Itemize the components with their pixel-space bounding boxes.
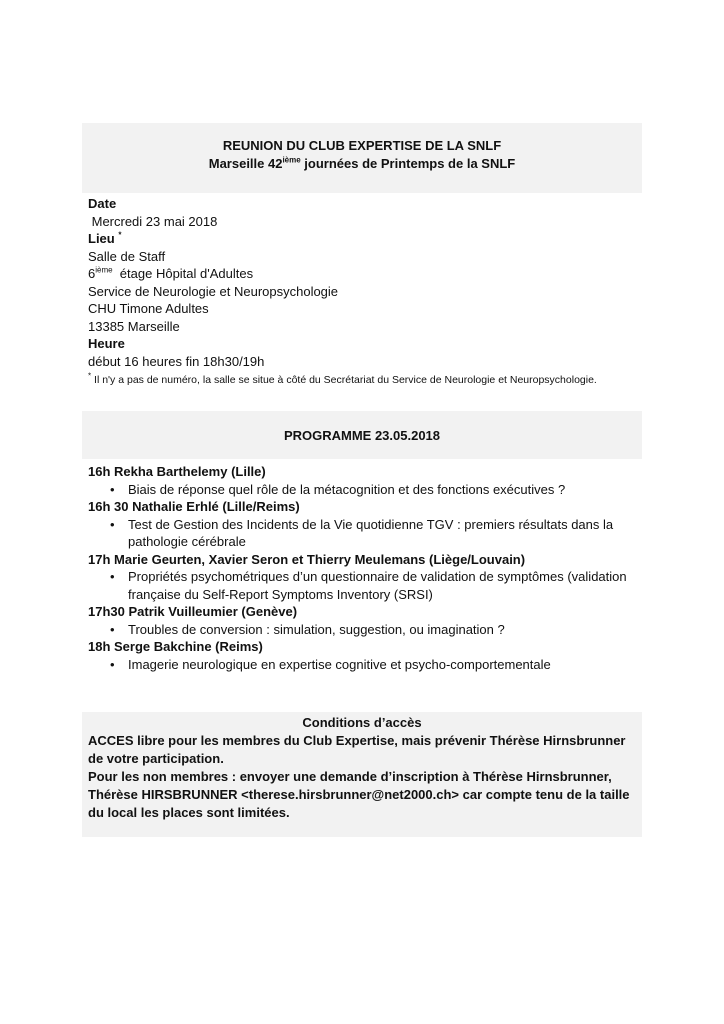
bullet-icon: • <box>110 481 115 497</box>
speaker-5: 18h Serge Bakchine (Reims) <box>88 639 263 654</box>
talk-2: • Test de Gestion des Incidents de la Vie quotidienne TGV : premiers résultats dans la pathologie cérébrale <box>110 516 614 549</box>
address-line: Salle de Staff <box>88 248 166 264</box>
talk-5: • Imagerie neurologique en expertise cognitive et psycho-comportementale <box>110 656 551 672</box>
address-line: CHU Timone Adultes <box>88 301 209 316</box>
programme-list <box>88 463 648 673</box>
speaker-3: 17h Marie Geurten, Xavier Seron et Thierry Meulemans (Liège/Louvain) <box>88 551 526 567</box>
bullet-icon: • <box>110 621 115 637</box>
talk-4: • Troubles de conversion : simulation, suggestion, ou imagination ? <box>110 621 505 637</box>
conditions-box <box>82 712 642 837</box>
conditions-members: ACCES libre pour les membres du Club Expertise, mais prévenir Thérèse Hirnsbrunner de votre participation. <box>88 733 626 766</box>
address-line: 13385 Marseille <box>88 318 180 334</box>
speaker-1: 16h Rekha Barthelemy (Lille) <box>88 464 266 479</box>
programme-title: PROGRAMME 23.05.2018 <box>283 428 441 443</box>
conditions-title: Conditions d’accès <box>302 715 422 730</box>
date-label: Date <box>88 196 117 211</box>
bullet-icon: • <box>110 656 115 672</box>
meeting-info <box>88 195 648 390</box>
date-value: Mercredi 23 mai 2018 <box>88 213 218 229</box>
heure-value: début 16 heures fin 18h30/19h <box>88 353 265 369</box>
speaker-2: 16h 30 Nathalie Erhlé (Lille/Reims) <box>88 499 300 514</box>
address-line: Service de Neurologie et Neuropsychologie <box>88 283 339 299</box>
lieu-label: Lieu * <box>88 230 122 246</box>
conditions-non-members: Pour les non membres : envoyer une demande d’inscription à Thérèse Hirnsbrunner, Thérèse HIRSBRUNNER <therese.hirsbrunner@net2000.ch> car compte tenu de la taille du local les places sont limitées. <box>88 769 630 820</box>
bullet-icon: • <box>110 516 115 532</box>
talk-1: • Biais de réponse quel rôle de la métacognition et des fonctions exécutives ? <box>110 481 566 497</box>
footnote: * Il n'y a pas de numéro, la salle se situe à côté du Secrétariat du Service de Neurologie et Neuropsychologie. <box>88 371 597 386</box>
bullet-icon: • <box>110 569 115 584</box>
document-subtitle: Marseille 42ième journées de Printemps de la SNLF <box>208 155 516 171</box>
address-floor: 6ième étage Hôpital d'Adultes <box>88 265 254 281</box>
talk-3: • Propriétés psychométriques d’un questionnaire de validation de symptômes (validation française du Self-Report Symptoms Inventory (SRSI) <box>110 569 627 602</box>
programme-box <box>82 411 642 459</box>
document-title: REUNION DU CLUB EXPERTISE DE LA SNLF <box>222 138 502 153</box>
speaker-4: 17h30 Patrik Vuilleumier (Genève) <box>88 604 298 619</box>
header-box <box>82 123 642 193</box>
heure-label: Heure <box>88 336 125 351</box>
